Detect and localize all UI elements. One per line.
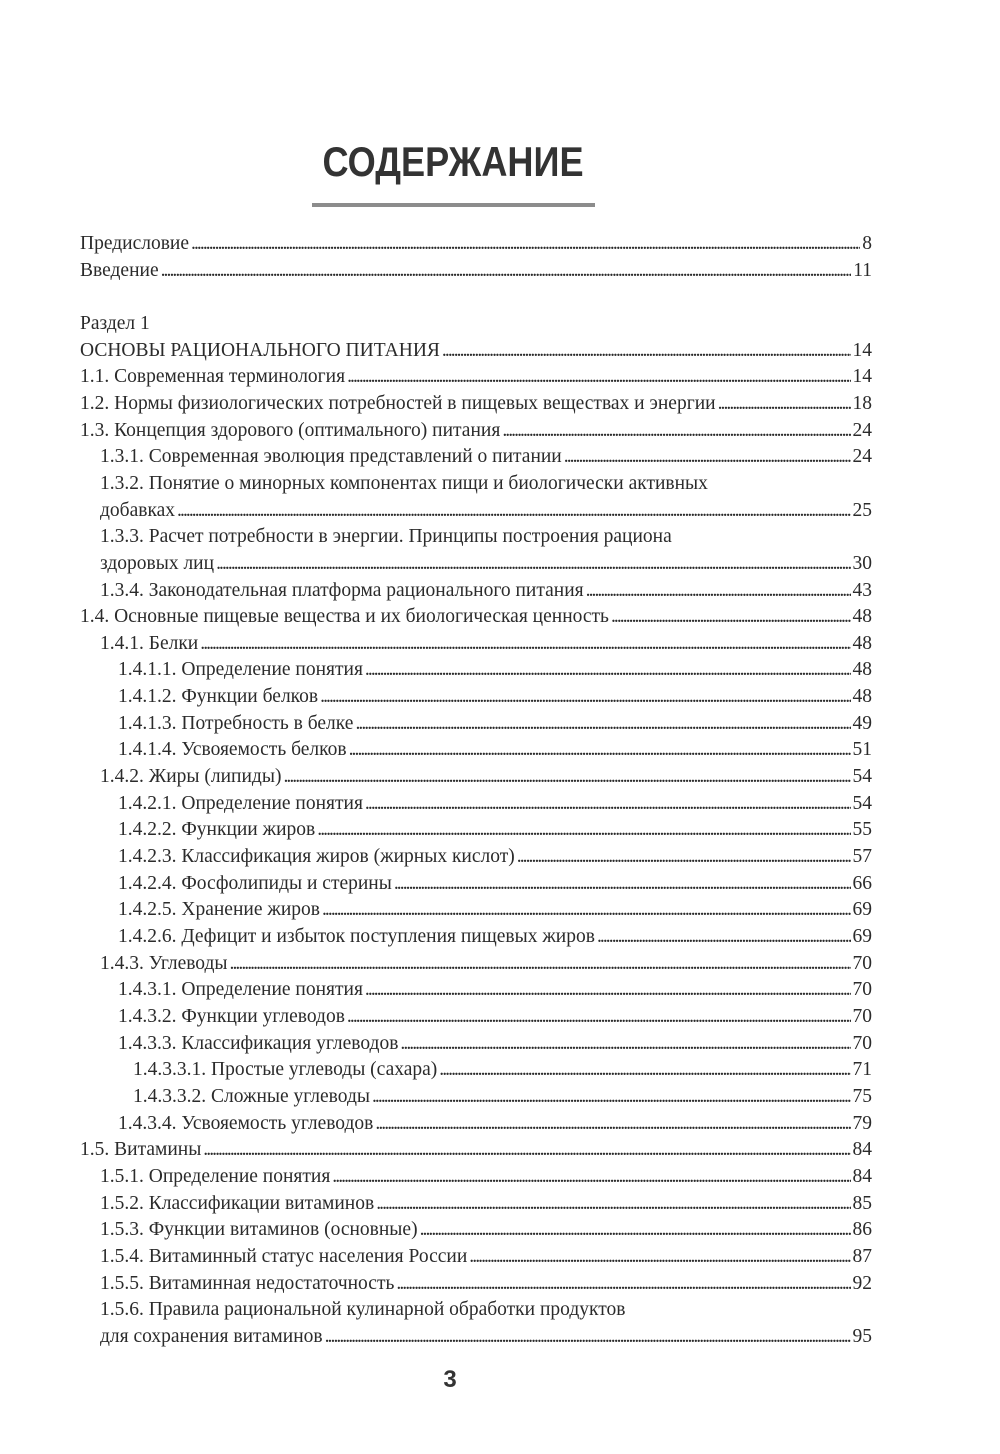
toc-entry-page: 66 [852, 872, 872, 894]
toc-entry [80, 1191, 872, 1218]
toc-entry-row [100, 1191, 872, 1218]
section-label: Раздел 1 [80, 312, 150, 334]
dot-leader [517, 844, 851, 871]
toc-entry-row [118, 1031, 872, 1058]
toc-entry-title: 1.2. Нормы физиологических потребностей в пищевых веществах и энергии [80, 392, 716, 414]
toc-entry-row [118, 684, 872, 711]
dot-leader [394, 871, 851, 898]
toc-entry [80, 338, 872, 365]
toc-entry-row [118, 977, 872, 1004]
toc-entry-title: Предисловие [80, 233, 190, 254]
toc-entry-page: 84 [852, 1165, 872, 1187]
toc-entry [80, 1084, 872, 1111]
toc-entry-row [80, 418, 872, 445]
dot-leader [191, 231, 860, 258]
toc-entry-title: 1.5.1. Определение понятия [100, 1165, 331, 1187]
dot-leader [502, 418, 850, 445]
dot-leader [320, 684, 850, 711]
toc-entry [80, 444, 872, 471]
dot-leader [564, 444, 851, 471]
toc-entry-page: 54 [852, 792, 872, 814]
toc-entry-row [80, 258, 872, 285]
toc-entry-title: ОСНОВЫ РАЦИОНАЛЬНОГО ПИТАНИЯ [80, 339, 440, 361]
dot-leader [177, 498, 850, 525]
dot-leader [375, 1111, 850, 1138]
toc-entry [80, 737, 872, 764]
dot-leader [230, 951, 851, 978]
toc-entry-title: 1.4.3.3.1. Простые углеводы (сахара) [133, 1059, 438, 1081]
toc-entry-title: 1.4.2.4. Фосфолипиды и стерины [118, 872, 392, 894]
dot-leader [332, 1164, 850, 1191]
dot-leader [442, 338, 851, 365]
toc-entry-page: 30 [852, 552, 872, 574]
toc-entry-title: 1.4.2. Жиры (липиды) [100, 766, 282, 788]
toc-entry-title: 1.3.2. Понятие о минорных компонентах пищи и биологически активных [100, 472, 708, 494]
page-title: СОДЕРЖАНИЕ [322, 138, 584, 185]
toc-entry-title-continued: для сохранения витаминов [100, 1325, 323, 1347]
toc-entry-row [118, 897, 872, 924]
toc-entry [80, 1164, 872, 1191]
toc-entry-title: 1.4.1.4. Усвояемость белков [118, 739, 347, 761]
toc-entry [80, 711, 872, 738]
toc-entry-page: 75 [852, 1085, 872, 1107]
toc-entry [80, 924, 872, 951]
dot-leader [365, 977, 851, 1004]
dot-leader [325, 1324, 851, 1351]
dot-leader [372, 1084, 851, 1111]
dot-leader [216, 551, 850, 578]
toc-entry-row [100, 1324, 872, 1351]
toc-entry-title: 1.5.5. Витаминная недостаточность [100, 1272, 395, 1294]
toc-entry [80, 1217, 872, 1244]
toc-entry-page: 85 [852, 1192, 872, 1214]
toc-entry-row [118, 657, 872, 684]
toc-entry-row [118, 844, 872, 871]
toc-entry-page: 92 [852, 1272, 872, 1294]
dot-leader [439, 1057, 850, 1084]
toc-entry-row [100, 631, 872, 658]
toc-entry-page: 43 [852, 579, 872, 601]
toc-entry-title: 1.3.1. Современная эволюция представлений о питании [100, 446, 562, 468]
toc-entry-row [118, 924, 872, 951]
toc-entry [80, 951, 872, 978]
toc-entry [80, 764, 872, 791]
toc-entry-row [100, 1164, 872, 1191]
toc-entry-page: 69 [852, 899, 872, 921]
toc-entry [80, 684, 872, 711]
dot-leader [469, 1244, 850, 1271]
toc-entry [80, 871, 872, 898]
toc-entry [80, 1137, 872, 1164]
toc-entry-row [118, 817, 872, 844]
toc-entry-title: 1.4.3.3.2. Сложные углеводы [133, 1085, 370, 1107]
dot-leader [400, 1031, 850, 1058]
toc-entry-title-continued: добавках [100, 499, 176, 521]
toc-entry [80, 897, 872, 924]
toc-entry-row [80, 231, 872, 258]
toc-entry [80, 391, 872, 418]
toc-entry-row [100, 1271, 872, 1298]
toc-entry-title-continued: здоровых лиц [100, 552, 215, 574]
toc-entry-page: 84 [852, 1139, 872, 1161]
toc-entry [80, 578, 872, 605]
toc-entry [80, 1244, 872, 1271]
toc-entry-row [100, 764, 872, 791]
toc-entry [80, 418, 872, 445]
toc-entry-title: 1.5.6. Правила рациональной кулинарной обработки продуктов [100, 1299, 626, 1321]
toc-entry-row [133, 1084, 872, 1111]
toc-entry-page: 70 [852, 979, 872, 1001]
toc-entry-page: 51 [852, 739, 872, 761]
toc-entry-title: 1.4.1.3. Потребность в белке [118, 712, 354, 734]
toc-entry-row [118, 1004, 872, 1031]
dot-leader [200, 631, 850, 658]
toc-entry-row [80, 604, 872, 631]
toc-entry-page: 14 [852, 366, 872, 388]
toc-entry [80, 844, 872, 871]
toc-entry [80, 1271, 872, 1298]
toc-entry-row [118, 1111, 872, 1138]
toc-entry-page: 11 [853, 259, 872, 281]
toc-entry-row [118, 711, 872, 738]
toc-entry-title: 1.5. Витамины [80, 1139, 202, 1161]
toc-entry [80, 604, 872, 631]
toc-entry [80, 524, 872, 577]
dot-leader [718, 391, 851, 418]
toc-entry-title: 1.4.3.4. Усвояемость углеводов [118, 1112, 374, 1134]
dot-leader [355, 711, 850, 738]
page-number: 3 [443, 1366, 457, 1393]
toc-entry [80, 258, 872, 285]
toc-entry [80, 1004, 872, 1031]
toc-entry-page: 8 [862, 233, 872, 254]
toc-entry-title: 1.4.3.2. Функции углеводов [118, 1006, 345, 1028]
toc-entry-row [100, 551, 872, 578]
dot-leader [322, 897, 851, 924]
dot-leader [396, 1271, 850, 1298]
toc-entry [80, 977, 872, 1004]
toc-entry [80, 657, 872, 684]
toc-entry-title: 1.4.2.3. Классификация жиров (жирных кислот) [118, 846, 515, 868]
toc-entry-page: 55 [852, 819, 872, 841]
toc-entry-title: 1.4.1.1. Определение понятия [118, 659, 363, 681]
dot-leader [365, 657, 851, 684]
toc-entry-page: 48 [852, 632, 872, 654]
toc-entry-row [80, 338, 872, 365]
toc-entry-page: 48 [852, 606, 872, 628]
dot-leader [347, 364, 850, 391]
toc-entry-title: 1.5.4. Витаминный статус населения России [100, 1245, 468, 1267]
toc-entry-page: 54 [852, 766, 872, 788]
toc-entry [80, 364, 872, 391]
toc-entry-title: 1.4.2.1. Определение понятия [118, 792, 363, 814]
toc-entry-row [118, 737, 872, 764]
toc-entry-page: 18 [852, 392, 872, 414]
toc-entry [80, 231, 872, 258]
toc-entry-row [100, 951, 872, 978]
dot-leader [283, 764, 850, 791]
toc-entry-title: 1.5.2. Классификации витаминов [100, 1192, 375, 1214]
toc-entry-row [100, 578, 872, 605]
toc-entry [80, 471, 872, 524]
toc-entry-page: 86 [852, 1219, 872, 1241]
toc-entry-title: 1.4.3. Углеводы [100, 952, 228, 974]
dot-leader [611, 604, 851, 631]
toc-entry-title: 1.4.1. Белки [100, 632, 199, 654]
dot-leader [586, 578, 851, 605]
toc-entry [80, 1111, 872, 1138]
spacer [80, 284, 872, 311]
toc-entry-title: Введение [80, 259, 159, 281]
toc-entry-page: 48 [852, 686, 872, 708]
toc-entry-row [100, 444, 872, 471]
toc-entry-title: 1.5.3. Функции витаминов (основные) [100, 1219, 418, 1241]
toc-entry [80, 817, 872, 844]
toc-entry-row [118, 791, 872, 818]
dot-leader [347, 1004, 851, 1031]
toc-entry [80, 1031, 872, 1058]
toc-entry-row [133, 1057, 872, 1084]
toc-entry-page: 79 [852, 1112, 872, 1134]
toc-entry [80, 1297, 872, 1350]
dot-leader [161, 258, 852, 285]
dot-leader [317, 817, 850, 844]
dot-leader [376, 1191, 850, 1218]
toc-entry-title: 1.1. Современная терминология [80, 366, 346, 388]
toc-entry-page: 57 [852, 846, 872, 868]
dot-leader [349, 737, 851, 764]
toc-entry-page: 49 [852, 712, 872, 734]
toc-entry-title: 1.3.3. Расчет потребности в энергии. Принципы построения рациона [100, 526, 672, 548]
toc-entry-title: 1.3. Концепция здорового (оптимального) питания [80, 419, 501, 441]
toc-entry-row [80, 391, 872, 418]
toc-entry-row [80, 364, 872, 391]
toc-entry-page: 70 [852, 952, 872, 974]
toc-entry [80, 1057, 872, 1084]
toc-entry-page: 14 [852, 339, 872, 361]
toc-entry-row [100, 498, 872, 525]
toc-entry-title: 1.3.4. Законодательная платформа рационального питания [100, 579, 584, 601]
toc-entry-title: 1.4.2.2. Функции жиров [118, 819, 316, 841]
toc-entry-page: 24 [852, 419, 872, 441]
toc-entry-title: 1.4.3.3. Классификация углеводов [118, 1032, 399, 1054]
toc-entry-row [118, 871, 872, 898]
dot-leader [365, 791, 851, 818]
toc-entry-page: 71 [852, 1059, 872, 1081]
dot-leader [420, 1217, 851, 1244]
toc-entry-title: 1.4.2.5. Хранение жиров [118, 899, 320, 921]
toc-entry-row [100, 1244, 872, 1271]
dot-leader [597, 924, 851, 951]
toc-entry-page: 24 [852, 446, 872, 468]
toc-entry [80, 791, 872, 818]
title-underline [312, 203, 595, 207]
toc-entry-page: 70 [852, 1006, 872, 1028]
toc-entry-page: 70 [852, 1032, 872, 1054]
table-of-contents [80, 231, 872, 1351]
toc-entry-title: 1.4.1.2. Функции белков [118, 686, 319, 708]
toc-entry-page: 95 [852, 1325, 872, 1347]
toc-entry-page: 48 [852, 659, 872, 681]
toc-entry-page: 87 [852, 1245, 872, 1267]
toc-entry-page: 25 [852, 499, 872, 521]
toc-entry-title: 1.4.2.6. Дефицит и избыток поступления пищевых жиров [118, 926, 595, 948]
toc-entry-row [100, 1217, 872, 1244]
toc-entry-title: 1.4. Основные пищевые вещества и их биологическая ценность [80, 606, 609, 628]
toc-entry-row [80, 1137, 872, 1164]
toc-entry [80, 631, 872, 658]
toc-entry-page: 69 [852, 926, 872, 948]
dot-leader [203, 1137, 850, 1164]
toc-entry-title: 1.4.3.1. Определение понятия [118, 979, 363, 1001]
